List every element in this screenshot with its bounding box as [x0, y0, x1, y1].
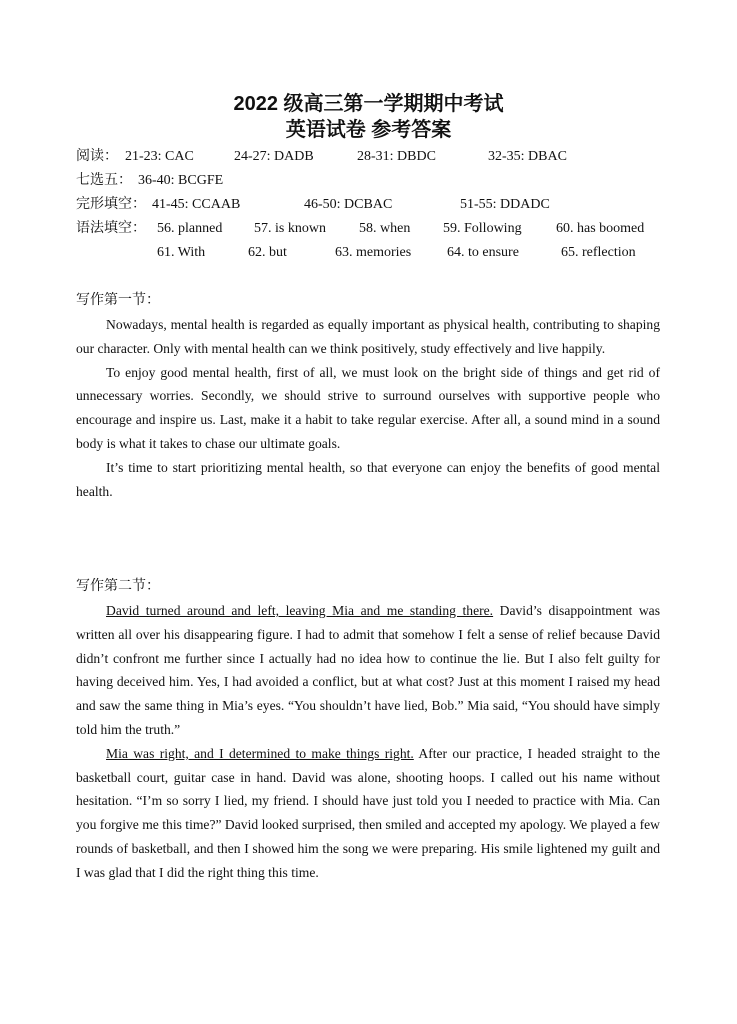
grammar-answer: 57. is known	[254, 221, 326, 236]
grammar-answer: 64. to ensure	[447, 245, 519, 260]
story-paragraph	[76, 599, 660, 742]
writing-part2-heading: 写作第二节：	[76, 579, 160, 594]
grammar-label: 语法填空：	[76, 221, 146, 236]
story-text: David’s disappointment was written all over his disappearing figure. I had to admit that somehow I felt a sense of relief because David didn’t confront me further since I actually had no idea how to continue the lie. But I also felt guilty for having deceived him. Yes, I had avoided a conflict, but at what cost? Just at this moment I raised my head and saw the same thing in Mia’s eyes. “You shouldn’t have lied, Bob.” Mia said, “You should have simply told him the truth.”	[76, 603, 660, 737]
writing-part1-heading: 写作第一节：	[76, 293, 160, 308]
story-paragraph	[76, 742, 660, 885]
reading-group: 32-35: DBAC	[488, 149, 567, 164]
grammar-answer: 58. when	[359, 221, 411, 236]
given-opening-sentence: David turned around and left, leaving Mia and me standing there.	[106, 603, 494, 618]
essay-paragraph: It’s time to start prioritizing mental health, so that everyone can enjoy the benefits of good mental health.	[76, 459, 660, 499]
grammar-answer: 56. planned	[157, 221, 223, 236]
essay-paragraph: To enjoy good mental health, first of all, we must look on the bright side of things and get rid of unnecessary worries. Secondly, we should strive to surround ourselves with supportive people who encourage and inspire us. Last, make it a habit to take regular exercise. After all, a sound mind in a sound body is what it takes to chase our ultimate goals.	[76, 364, 660, 451]
story-text: After our practice, I headed straight to the basketball court, guitar case in hand. David was alone, shooting hoops. I called out his name without hesitation. “I’m so sorry I lied, my friend. I should have just told you I needed to practice with Mia. Can you forgive me this time?” David looked surprised, then smiled and accepted my apology. We played a few rounds of basketball, and then I showed him the song we were preparing. His smile lightened my guilt and I was glad that I did the right thing this time.	[76, 745, 660, 880]
grammar-answer: 65. reflection	[561, 245, 636, 260]
reading-label: 阅读：	[76, 149, 118, 164]
reading-group: 28-31: DBDC	[357, 149, 436, 164]
writing-part2-story	[76, 599, 660, 885]
grammar-answer: 60. has boomed	[556, 221, 645, 236]
seven-choose-five-label: 七选五：	[76, 173, 132, 188]
essay-paragraph: Nowadays, mental health is regarded as equally important as physical health, contributing to shaping our character. Only with mental health can we think positively, study effectively and live happily.	[76, 317, 660, 356]
cloze-label: 完形填空：	[76, 197, 146, 212]
grammar-answer: 62. but	[248, 245, 287, 260]
seven-choose-five-group: 36-40: BCGFE	[138, 173, 224, 188]
given-opening-sentence: Mia was right, and I determined to make things right.	[106, 745, 414, 761]
cloze-group: 46-50: DCBAC	[304, 197, 393, 212]
grammar-answer: 59. Following	[443, 221, 522, 236]
writing-part1-essay	[76, 313, 660, 503]
reading-group: 24-27: DADB	[234, 149, 314, 164]
reading-group: 21-23: CAC	[125, 149, 194, 164]
cloze-group: 51-55: DDADC	[460, 197, 550, 212]
grammar-answer: 61. With	[157, 245, 206, 260]
exam-subtitle: 英语试卷 参考答案	[285, 119, 452, 141]
exam-title: 2022 级高三第一学期期中考试	[233, 93, 504, 115]
grammar-answer: 63. memories	[335, 245, 412, 260]
cloze-group: 41-45: CCAAB	[152, 197, 241, 212]
